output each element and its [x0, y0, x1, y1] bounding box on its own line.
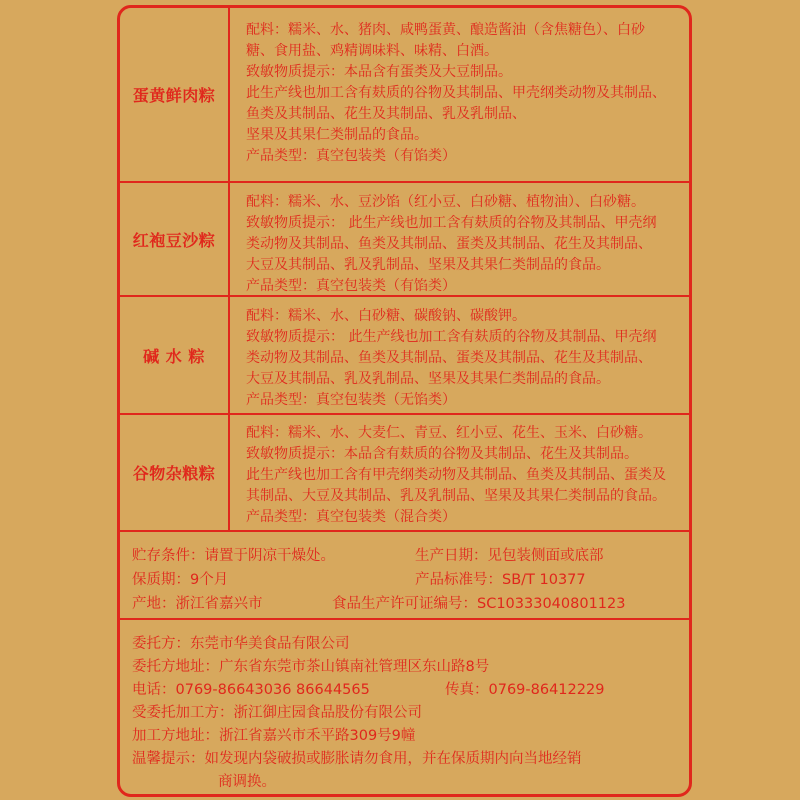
production-license: 食品生产许可证编号：SC10333040801123 [332, 596, 626, 612]
processor-company: 受委托加工方：浙江御庄园食品股份有限公司 [132, 705, 422, 721]
product-description [246, 423, 686, 528]
product-type-line: 产品类型：真空包装类（无馅类） [246, 392, 456, 408]
product-row-red-bean [120, 183, 689, 297]
product-description [246, 192, 686, 297]
ingredient-line: 配料：糯米、水、大麦仁、青豆、红小豆、花生、玉米、白砂糖。 [246, 425, 652, 441]
shelf-life: 保质期：9个月 [132, 572, 229, 588]
allergen-line: 其制品、大豆及其制品、乳及乳制品、坚果及其果仁类制品的食品。 [246, 488, 666, 504]
allergen-line: 致敏物质提示：本品含有蛋类及大豆制品。 [246, 64, 512, 80]
product-description [246, 20, 686, 167]
processor-address: 加工方地址：浙江省嘉兴市禾平路309号9幢 [132, 728, 416, 744]
ingredient-line: 配料：糯米、水、白砂糖、碳酸钠、碳酸钾。 [246, 308, 526, 324]
product-type-line: 产品类型：真空包装类（有馅类） [246, 278, 456, 294]
allergen-line: 坚果及其果仁类制品的食品。 [246, 127, 428, 143]
product-standard: 产品标准号：SB/T 10377 [415, 572, 586, 588]
product-row-grain [120, 415, 689, 532]
product-type-line: 产品类型：真空包装类（混合类） [246, 509, 456, 525]
product-row-egg-yolk-pork [120, 8, 689, 183]
phone: 电话：0769-86643036 86644565 [132, 682, 370, 698]
label-frame [117, 5, 692, 797]
allergen-line: 类动物及其制品、鱼类及其制品、蛋类及其制品、花生及其制品、 [246, 236, 652, 252]
allergen-line: 致敏物质提示： 此生产线也加工含有麸质的谷物及其制品、甲壳纲 [246, 329, 657, 345]
product-description [246, 306, 686, 411]
allergen-line: 鱼类及其制品、花生及其制品、乳及乳制品、 [246, 106, 526, 122]
product-info-block [120, 534, 689, 620]
product-name: 碱 水 粽 [120, 297, 230, 413]
production-date: 生产日期：见包装侧面或底部 [415, 548, 604, 564]
allergen-line: 致敏物质提示：本品含有麸质的谷物及其制品、花生及其制品。 [246, 446, 638, 462]
allergen-line: 致敏物质提示： 此生产线也加工含有麸质的谷物及其制品、甲壳纲 [246, 215, 657, 231]
product-name: 蛋黄鲜肉粽 [120, 8, 230, 181]
warm-tip-continued: 商调换。 [218, 774, 276, 790]
product-table [120, 8, 689, 532]
storage-condition: 贮存条件：请置于阴凉干燥处。 [132, 548, 335, 564]
warm-tip: 温馨提示：如发现内袋破损或膨胀请勿食用，并在保质期内向当地经销 [132, 751, 582, 767]
allergen-line: 此生产线也加工含有甲壳纲类动物及其制品、鱼类及其制品、蛋类及 [246, 467, 666, 483]
product-name: 红袍豆沙粽 [120, 183, 230, 295]
client-address: 委托方地址：广东省东莞市茶山镇南社管理区东山路8号 [132, 659, 490, 675]
ingredient-line: 配料：糯米、水、猪肉、咸鸭蛋黄、酿造酱油（含焦糖色）、白砂 [246, 22, 645, 38]
allergen-line: 类动物及其制品、鱼类及其制品、蛋类及其制品、花生及其制品、 [246, 350, 652, 366]
ingredient-line: 糖、食用盐、鸡精调味料、味精、白酒。 [246, 43, 498, 59]
allergen-line: 大豆及其制品、乳及乳制品、坚果及其果仁类制品的食品。 [246, 257, 610, 273]
product-row-alkaline [120, 297, 689, 415]
allergen-line: 大豆及其制品、乳及乳制品、坚果及其果仁类制品的食品。 [246, 371, 610, 387]
product-name: 谷物杂粮粽 [120, 415, 230, 530]
allergen-line: 此生产线也加工含有麸质的谷物及其制品、甲壳纲类动物及其制品、 [246, 85, 666, 101]
origin: 产地：浙江省嘉兴市 [132, 596, 263, 612]
ingredient-line: 配料：糯米、水、豆沙馅（红小豆、白砂糖、植物油）、白砂糖。 [246, 194, 645, 210]
product-type-line: 产品类型：真空包装类（有馅类） [246, 148, 456, 164]
client-company: 委托方：东莞市华美食品有限公司 [132, 636, 350, 652]
fax: 传真：0769-86412229 [445, 682, 605, 698]
